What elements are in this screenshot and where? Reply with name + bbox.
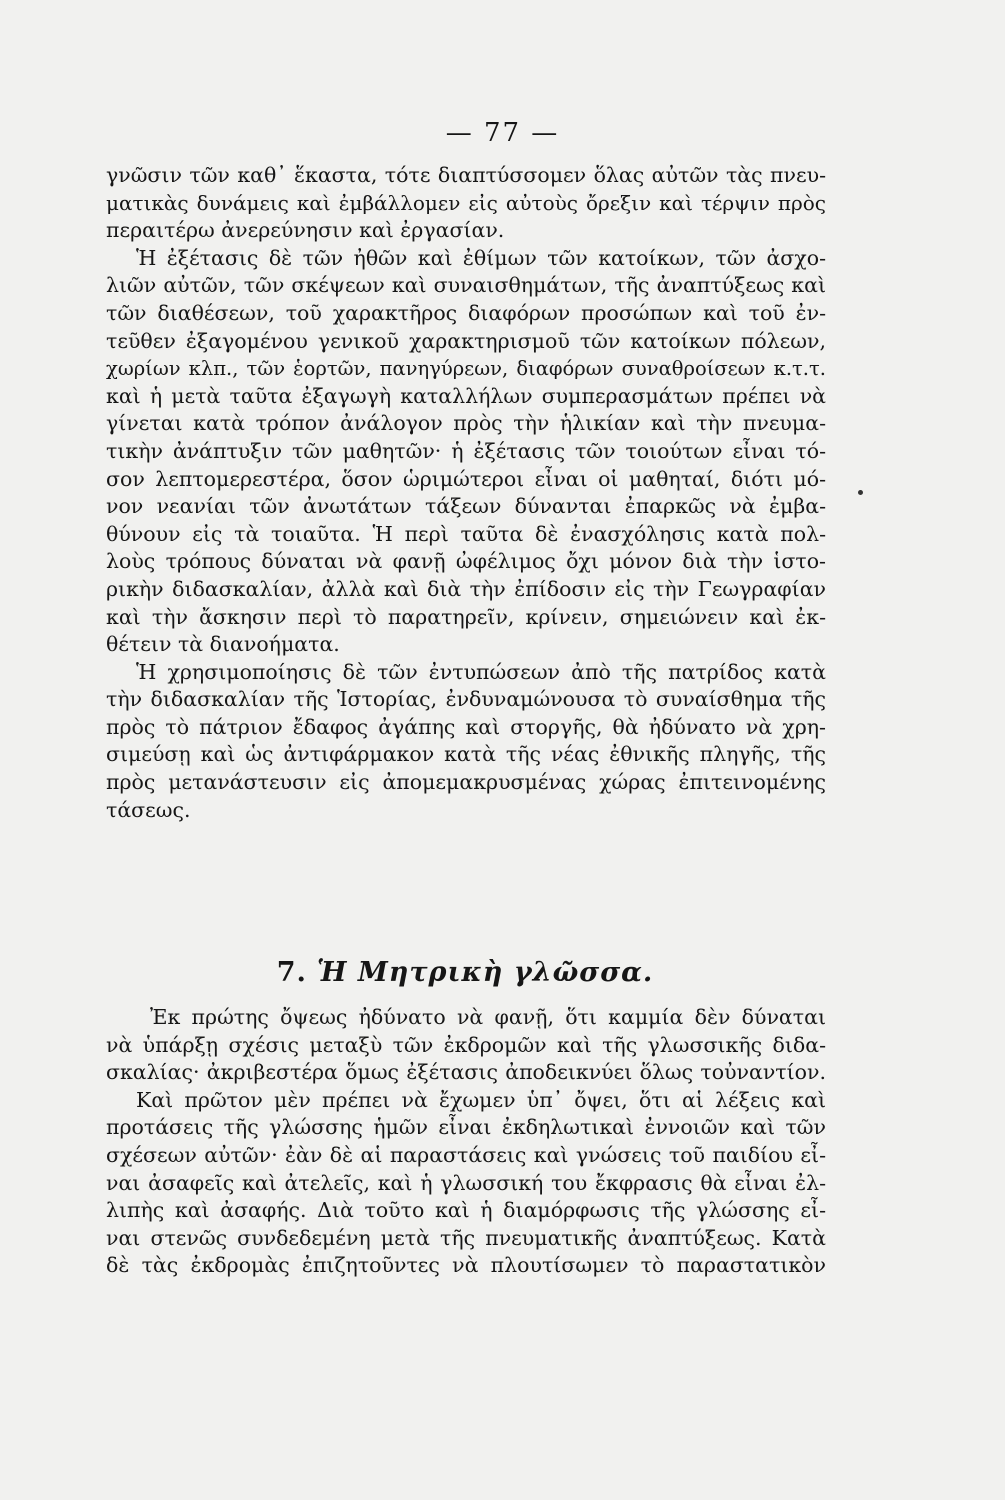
text-line: τικὴν ἀνάπτυξιν τῶν μαθητῶν· ἡ ἐξέτασις τῶν τοιούτων εἶναι τό-	[106, 438, 826, 463]
text-line: προτάσεις τῆς γλώσσης ἡμῶν εἶναι ἐκδηλωτικαὶ ἐννοιῶν καὶ τῶν	[106, 1115, 826, 1140]
text-line: γίνεται κατὰ τρόπον ἀνάλογον πρὸς τὴν ἡλικίαν καὶ τὴν πνευμα-	[106, 411, 826, 436]
text-line: ρικὴν διδασκαλίαν, ἀλλὰ καὶ διὰ τὴν ἐπίδοσιν εἰς τὴν Γεωγραφίαν	[106, 576, 826, 601]
section-title: Ἡ Μητρικὴ γλῶσσα.	[316, 957, 654, 988]
text-line: λιπὴς καὶ ἀσαφής. Διὰ τοῦτο καὶ ἡ διαμόρφωσις τῆς γλώσσης εἶ-	[106, 1198, 826, 1223]
text-line: πρὸς μετανάστευσιν εἰς ἀπομεμακρυσμένας χώρας ἐπιτεινομένης	[106, 770, 826, 795]
text-line: σιμεύσῃ καὶ ὡς ἀντιφάρμακον κατὰ τῆς νέας ἐθνικῆς πληγῆς, τῆς	[106, 742, 826, 767]
text-line: ματικὰς δυνάμεις καὶ ἐμβάλλομεν εἰς αὐτοὺς ὄρεξιν καὶ τέρψιν πρὸς	[106, 190, 826, 215]
page-number: — 77 —	[445, 118, 560, 148]
paragraph-block-ethnography	[106, 162, 826, 824]
text-line: Ἡ ἐξέτασις δὲ τῶν ἠθῶν καὶ ἐθίμων τῶν κατοίκων, τῶν ἀσχο-	[136, 245, 826, 270]
text-line: τῶν διαθέσεων, τοῦ χαρακτῆρος διαφόρων προσώπων καὶ τοῦ ἐν-	[106, 300, 826, 325]
text-line: ναι στενῶς συνδεδεμένη μετὰ τῆς πνευματικῆς ἀναπτύξεως. Κατὰ	[106, 1225, 826, 1250]
text-line: νὰ ὑπάρξῃ σχέσις μεταξὺ τῶν ἐκδρομῶν καὶ τῆς γλωσσικῆς διδα-	[106, 1032, 826, 1057]
section-heading	[0, 957, 930, 988]
text-line: καὶ τὴν ἄσκησιν περὶ τὸ παρατηρεῖν, κρίνειν, σημειώνειν καὶ ἐκ-	[106, 604, 826, 629]
text-line: σχέσεων αὐτῶν· ἐὰν δὲ αἱ παραστάσεις καὶ γνώσεις τοῦ παιδίου εἶ-	[106, 1142, 826, 1167]
ink-speck	[858, 490, 863, 495]
paragraph-block-mother-tongue	[106, 1004, 826, 1280]
text-line: περαιτέρω ἀνερεύνησιν καὶ ἐργασίαν.	[106, 218, 505, 243]
text-line: λιῶν αὐτῶν, τῶν σκέψεων καὶ συναισθημάτων, τῆς ἀναπτύξεως καὶ	[106, 273, 826, 298]
text-line: σον λεπτομερεστέρα, ὅσον ὡριμώτεροι εἶναι οἱ μαθηταί, διότι μό-	[106, 466, 826, 491]
text-line: τεῦθεν ἐξαγομένου γενικοῦ χαρακτηρισμοῦ τῶν κατοίκων πόλεων,	[106, 328, 826, 353]
section-number: 7.	[276, 957, 307, 988]
text-line: θύνουν εἰς τὰ τοιαῦτα. Ἡ περὶ ταῦτα δὲ ἐνασχόλησις κατὰ πολ-	[106, 521, 826, 546]
text-line: θέτειν τὰ διανοήματα.	[106, 632, 340, 657]
text-line: δὲ τὰς ἐκδρομὰς ἐπιζητοῦντες νὰ πλουτίσωμεν τὸ παραστατικὸν	[106, 1253, 826, 1278]
text-line: Ἐκ πρώτης ὄψεως ἠδύνατο νὰ φανῇ, ὅτι καμμία δὲν δύναται	[150, 1005, 826, 1029]
text-line: τάσεως.	[106, 797, 191, 822]
text-line: νον νεανίαι τῶν ἀνωτάτων τάξεων δύνανται ἐπαρκῶς νὰ ἐμβα-	[106, 494, 826, 519]
text-line: ναι ἀσαφεῖς καὶ ἀτελεῖς, καὶ ἡ γλωσσική του ἔκφρασις θὰ εἶναι ἐλ-	[106, 1170, 826, 1195]
text-line: Ἡ χρησιμοποίησις δὲ τῶν ἐντυπώσεων ἀπὸ τῆς πατρίδος κατὰ	[136, 659, 826, 684]
text-line: Καὶ πρῶτον μὲν πρέπει νὰ ἔχωμεν ὑπ᾽ ὄψει, ὅτι αἱ λέξεις καὶ	[136, 1087, 826, 1112]
text-line: σκαλίας· ἀκριβεστέρα ὅμως ἐξέτασις ἀποδεικνύει ὅλως τοὐναντίον.	[106, 1060, 826, 1085]
text-line: χωρίων κλπ., τῶν ἑορτῶν, πανηγύρεων, διαφόρων συναθροίσεων κ.τ.τ.	[106, 357, 826, 381]
text-line: τὴν διδασκαλίαν τῆς Ἱστορίας, ἐνδυναμώνουσα τὸ συναίσθημα τῆς	[106, 687, 826, 712]
text-line: καὶ ἡ μετὰ ταῦτα ἐξαγωγὴ καταλλήλων συμπερασμάτων πρέπει νὰ	[106, 383, 826, 408]
text-line: πρὸς τὸ πάτριον ἔδαφος ἀγάπης καὶ στοργῆς, θὰ ἠδύνατο νὰ χρη-	[106, 714, 826, 739]
text-line: λοὺς τρόπους δύναται νὰ φανῇ ὠφέλιμος ὄχι μόνον διὰ τὴν ἱστο-	[106, 549, 826, 574]
text-line: γνῶσιν τῶν καθ᾽ ἕκαστα, τότε διαπτύσσομεν ὅλας αὐτῶν τὰς πνευ-	[106, 163, 826, 187]
